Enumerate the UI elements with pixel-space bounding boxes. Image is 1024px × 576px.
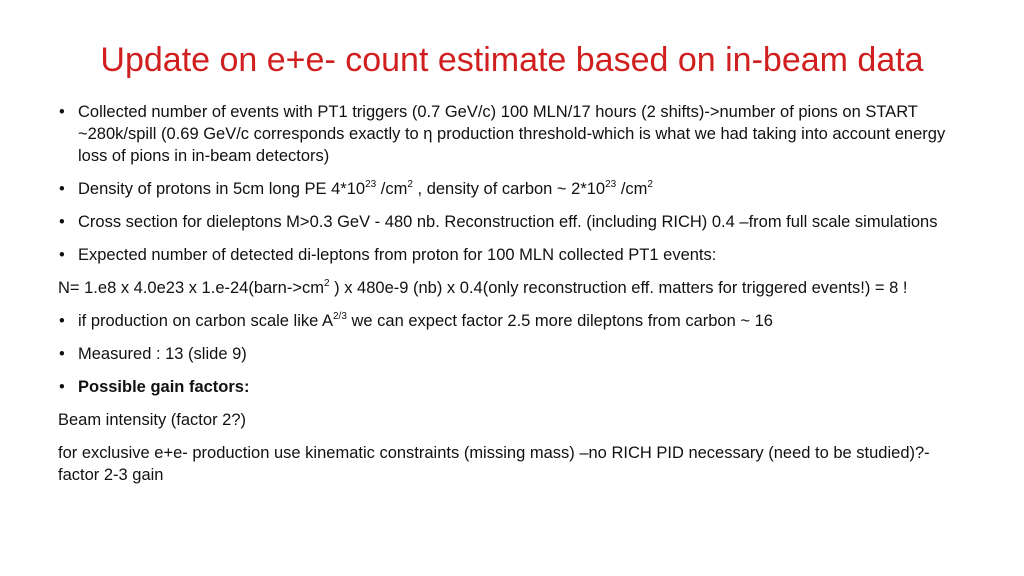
bullet-dot: • <box>59 378 65 396</box>
bullet-gain-factors <box>58 376 948 398</box>
bullet-dot: • <box>59 103 65 121</box>
bullet-text: Possible gain factors: <box>78 378 250 396</box>
bullet-text: /cm <box>376 180 408 198</box>
bullet-text: Collected number of events with PT1 triggers (0.7 GeV/c) 100 MLN/17 hours (2 shifts)->number of pions on START ~280k/spill (0.69 GeV/c corresponds exactly to η production threshold-which is what we had taking into account energy loss of pions in in-beam detectors) <box>78 103 946 165</box>
formula-paragraph <box>58 277 948 299</box>
bullet-text: we can expect factor 2.5 more dileptons from carbon ~ 16 <box>346 312 773 330</box>
superscript: 2 <box>647 178 653 190</box>
superscript: 2 <box>407 178 413 190</box>
superscript: 23 <box>605 178 617 190</box>
paragraph-text: Beam intensity (factor 2?) <box>58 411 246 429</box>
bullet-text: Cross section for dieleptons M>0.3 GeV - 480 nb. Reconstruction eff. (including RICH) 0.4 –from full scale simulations <box>78 213 938 231</box>
bullet-dot: • <box>59 213 65 231</box>
bullet-text: Density of protons in 5cm long PE 4*10 <box>78 180 366 198</box>
superscript: 2/3 <box>333 310 347 322</box>
bullet-cross-section <box>58 211 948 233</box>
paragraph-text: N= 1.e8 x 4.0e23 x 1.e-24(barn->cm <box>58 279 324 297</box>
bullet-carbon-scale <box>58 310 948 332</box>
bullet-text: Measured : 13 (slide 9) <box>78 345 247 363</box>
bullet-text: Expected number of detected di-leptons from proton for 100 MLN collected PT1 events: <box>78 246 717 264</box>
bullet-text: /cm <box>616 180 648 198</box>
slide-title: Update on e+e- count estimate based on in-beam data <box>100 41 924 79</box>
bullet-dot: • <box>59 312 65 330</box>
paragraph-text: ) x 480e-9 (nb) x 0.4(only reconstruction eff. matters for triggered events!) = 8 ! <box>329 279 908 297</box>
paragraph-text: for exclusive e+e- production use kinematic constraints (missing mass) –no RICH PID necessary (need to be studied)?- factor 2-3 gain <box>58 444 930 484</box>
beam-intensity-paragraph <box>58 409 948 431</box>
superscript: 2 <box>323 277 330 289</box>
bullet-text: , density of carbon ~ 2*10 <box>412 180 606 198</box>
bullet-dot: • <box>59 345 65 363</box>
bullet-measured <box>58 343 948 365</box>
superscript: 23 <box>365 178 377 190</box>
bullet-dot: • <box>59 246 65 264</box>
bullet-collected-events <box>58 101 948 167</box>
bullet-expected-number <box>58 244 948 266</box>
bullet-dot: • <box>59 180 65 198</box>
bullet-text: if production on carbon scale like A <box>78 312 333 330</box>
slide-content <box>58 101 948 497</box>
exclusive-production-paragraph <box>58 442 948 486</box>
bullet-density <box>58 178 948 200</box>
